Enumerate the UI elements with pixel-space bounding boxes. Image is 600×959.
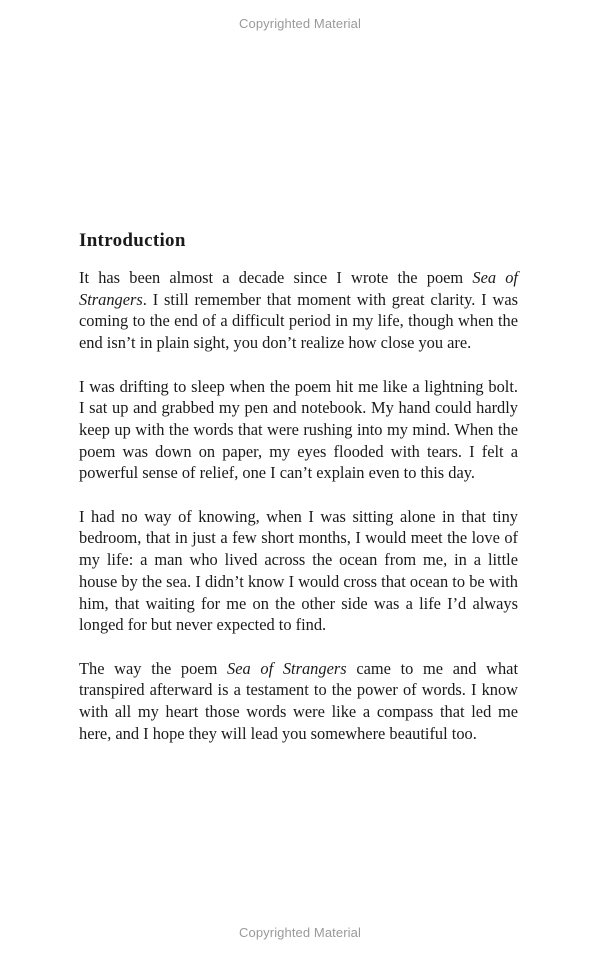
paragraph-1-lead: It has been almost a decade since I wrote the poem: [79, 268, 473, 287]
paragraph-2: I was drifting to sleep when the poem hit me like a lightning bolt. I sat up and grabbed my pen and notebook. My hand could hardly keep up with the words that were rushing into my mind. When the poem was down on paper, my eyes flooded with tears. I felt a powerful sense of relief, one I can’t explain even to this day.: [79, 376, 518, 483]
page-body: [79, 229, 518, 744]
paragraph-4-lead: The way the poem: [79, 658, 228, 678]
copyright-watermark-bottom: Copyrighted Material: [239, 925, 361, 940]
paragraph-3: I had no way of knowing, when I was sitting alone in that tiny bedroom, that in just a few short months, I would meet the love of my life: a man who lived across the ocean from me, in a little house by the sea. I didn’t know I would cross that ocean to be with him, that waiting for me on the other side was a life I’d always longed for but never expected to find.: [79, 506, 518, 635]
paragraph-1-rest: . I still remember that moment with great clarity. I was coming to the end of a difficult period in my life, though when the end isn’t in plain sight, you don’t realize how close you are.: [79, 289, 518, 353]
paragraph-1: [79, 267, 518, 354]
copyright-watermark-top: Copyrighted Material: [239, 16, 361, 31]
paragraph-4-rest: came to me and what transpired afterward is a testament to the power of words. I know with all my heart those words were like a compass that led me here, and I hope they will lead you somewhere beautiful too.: [79, 658, 519, 743]
chapter-heading: Introduction: [79, 230, 186, 251]
poem-title: Sea of Strangers: [79, 268, 518, 309]
paragraph-4: [79, 658, 518, 745]
poem-title: Sea of Strangers: [227, 658, 347, 678]
